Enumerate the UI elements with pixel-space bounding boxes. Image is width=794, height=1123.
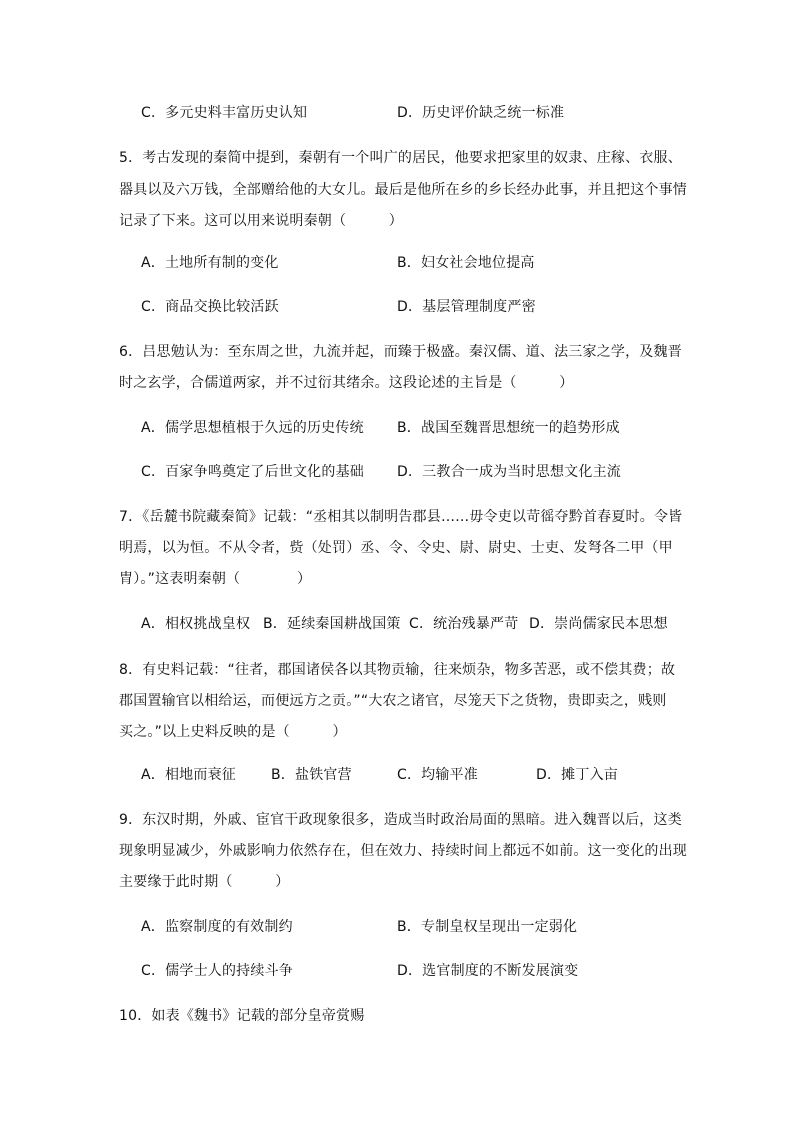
q7-stem-line-1: 7．《岳麓书院藏秦简》记载：“丞相其以制明告郡县……毋令吏以苛徭夺黔首春夏时。令皆: [119, 509, 683, 525]
q9-option-c: C．儒学士人的持续斗争: [141, 963, 293, 979]
q9-option-a: A．监察制度的有效制约: [141, 919, 293, 935]
q9-stem-line-2: 现象明显减少，外戚影响力依然存在，但在效力、持续时间上都远不如前。这一变化的出现: [119, 843, 687, 859]
q6-option-a: A．儒学思想植根于久远的历史传统: [141, 420, 364, 436]
q6-stem-line-2: 时之玄学，合儒道两家，并不过衍其绪余。这段论述的主旨是（ ）: [119, 375, 574, 391]
q8-stem-line-2: 郡国置输官以相给运，而便远方之贡。”“大农之诸官，尽笼天下之货物，贵即卖之，贱则: [119, 693, 667, 709]
q5-option-a: A．土地所有制的变化: [141, 255, 279, 271]
q8-stem-line-1: 8．有史料记载：“往者，郡国诸侯各以其物贡输，往来烦杂，物多苦恶，或不偿其费；故: [119, 662, 676, 678]
q7-option-c: C．统治残暴严苛: [409, 616, 519, 632]
q9-stem-line-1: 9．东汉时期，外戚、宦官干政现象很多，造成当时政治局面的黑暗。进入魏晋以后，这类: [119, 812, 682, 828]
q7-stem-line-2: 明焉，以为恒。不从令者，赀（处罚）丞、令、令史、尉、尉史、士吏、发弩各二甲（甲: [119, 540, 673, 556]
q5-option-c: C．商品交换比较活跃: [141, 299, 279, 315]
q7-option-d: D．崇尚儒家民本思想: [529, 616, 668, 632]
q10-stem-line-1: 10．如表《魏书》记载的部分皇帝赏赐: [119, 1008, 365, 1024]
q7-option-b: B．延续秦国耕战国策: [263, 616, 401, 632]
q6-option-b: B．战国至魏晋思想统一的趋势形成: [397, 420, 620, 436]
q9-option-b: B．专制皇权呈现出一定弱化: [397, 919, 578, 935]
q6-option-d: D．三教合一成为当时思想文化主流: [397, 464, 621, 480]
q5-stem-line-2: 器具以及六万钱，全部赠给他的大女儿。最后是他所在乡的乡长经办此事，并且把这个事情: [119, 182, 687, 198]
q8-option-c: C．均输平准: [397, 767, 478, 783]
q5-stem-line-1: 5．考古发现的秦简中提到，秦朝有一个叫广的居民，他要求把家里的奴隶、庄稼、衣服、: [119, 150, 682, 166]
q6-option-c: C．百家争鸣奠定了后世文化的基础: [141, 464, 364, 480]
q5-option-b: B．妇女社会地位提高: [397, 255, 535, 271]
q5-option-d: D．基层管理制度严密: [397, 299, 536, 315]
q7-stem-line-3: 胄）。”这表明秦朝（ ）: [119, 571, 312, 587]
q9-stem-line-3: 主要缘于此时期（ ）: [119, 874, 290, 890]
q6-stem-line-1: 6．吕思勉认为：至东周之世，九流并起，而臻于极盛。秦汉儒、道、法三家之学，及魏晋: [119, 344, 682, 360]
q8-option-d: D．摊丁入亩: [536, 767, 618, 783]
q4-option-c: C．多元史料丰富历史认知: [141, 105, 308, 121]
q9-option-d: D．选官制度的不断发展演变: [397, 963, 579, 979]
q5-stem-line-3: 记录了下来。这可以用来说明秦朝（ ）: [119, 213, 403, 229]
q8-option-b: B．盐铁官营: [271, 767, 352, 783]
q4-option-d: D．历史评价缺乏统一标准: [397, 105, 565, 121]
q8-stem-line-3: 买之。”以上史料反映的是（ ）: [119, 724, 347, 740]
q8-option-a: A．相地而衰征: [141, 767, 236, 783]
q7-option-a: A．相权挑战皇权: [141, 616, 251, 632]
